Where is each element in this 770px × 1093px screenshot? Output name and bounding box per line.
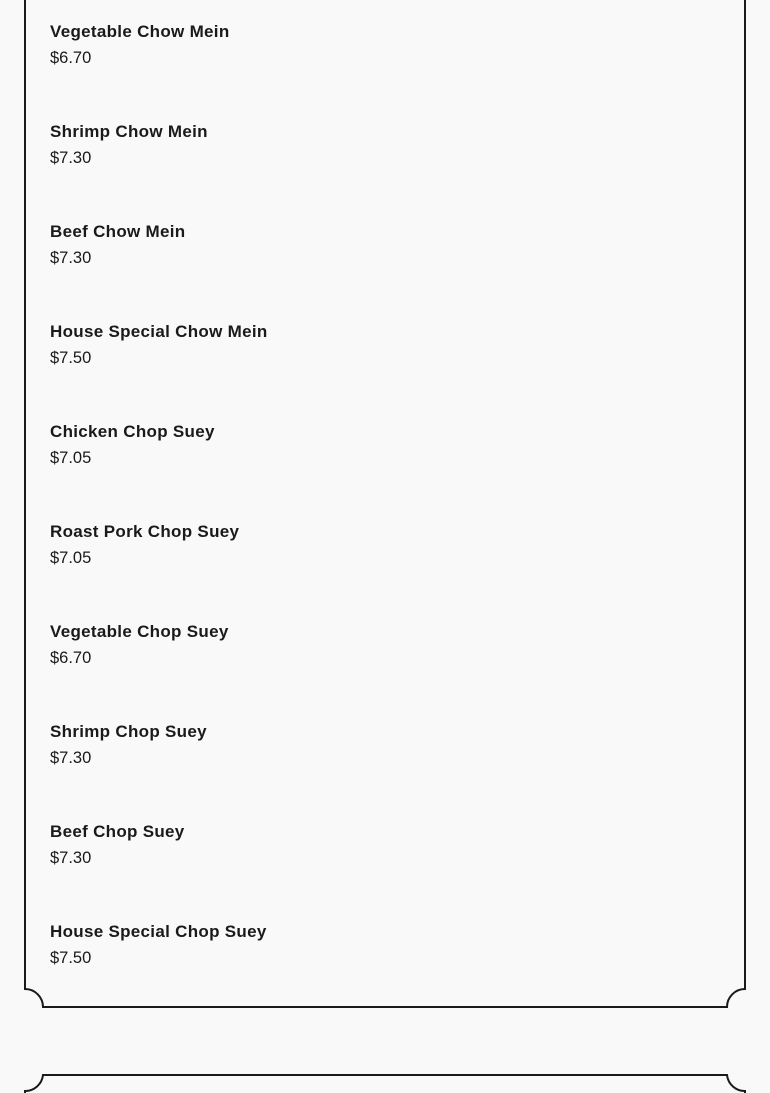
menu-item[interactable] <box>50 422 710 522</box>
menu-item[interactable] <box>50 522 710 622</box>
menu-item-name: Beef Chow Mein <box>50 222 186 241</box>
menu-item-price: $7.30 <box>50 149 92 167</box>
menu-item-price: $6.70 <box>50 649 92 667</box>
menu-item-price: $7.30 <box>50 749 92 767</box>
menu-item-price: $7.30 <box>50 249 92 267</box>
menu-item-name: Beef Chop Suey <box>50 822 185 841</box>
menu-item-name: House Special Chow Mein <box>50 322 268 341</box>
menu-item-price: $7.05 <box>50 549 92 567</box>
menu-item[interactable] <box>50 722 710 822</box>
menu-item-price: $7.30 <box>50 849 92 867</box>
menu-item-list <box>50 22 710 1022</box>
menu-item[interactable] <box>50 222 710 322</box>
menu-item[interactable] <box>50 22 710 122</box>
menu-item-price: $7.05 <box>50 449 92 467</box>
menu-item-name: Roast Pork Chop Suey <box>50 522 240 541</box>
menu-item[interactable] <box>50 322 710 422</box>
menu-item-price: $6.70 <box>50 49 92 67</box>
menu-item[interactable] <box>50 822 710 922</box>
menu-item-name: House Special Chop Suey <box>50 922 267 941</box>
menu-item-price: $7.50 <box>50 949 92 967</box>
menu-item-name: Shrimp Chop Suey <box>50 722 207 741</box>
menu-item[interactable] <box>50 622 710 722</box>
menu-item-name: Chicken Chop Suey <box>50 422 215 441</box>
menu-item-name: Shrimp Chow Mein <box>50 122 208 141</box>
menu-item-name: Vegetable Chow Mein <box>50 22 230 41</box>
menu-item[interactable] <box>50 122 710 222</box>
next-menu-card-border <box>25 1075 745 1093</box>
menu-item-price: $7.50 <box>50 349 92 367</box>
menu-item-name: Vegetable Chop Suey <box>50 622 229 641</box>
menu-item[interactable] <box>50 922 710 1022</box>
